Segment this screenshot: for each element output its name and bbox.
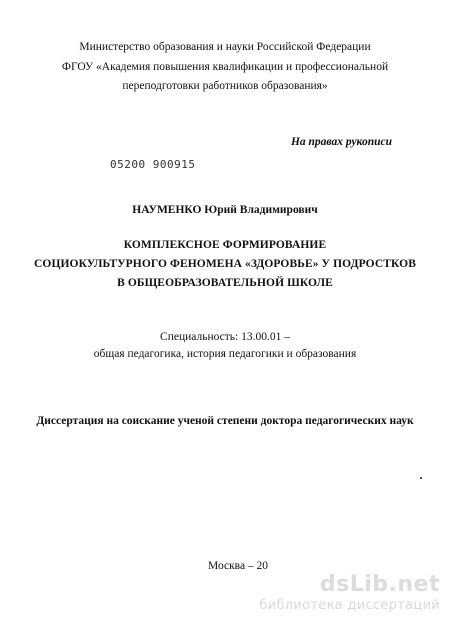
author-name bbox=[0, 203, 450, 217]
title-line-3: В ОБЩЕОБРАЗОВАТЕЛЬНОЙ ШКОЛЕ bbox=[117, 277, 333, 289]
archive-stamp-number: 05200 900915 bbox=[110, 158, 196, 171]
author-surname: НАУМЕНКО bbox=[132, 204, 202, 216]
title-line-2: СОЦИОКУЛЬТУРНОГО ФЕНОМЕНА «ЗДОРОВЬЕ» У ПОДРОСТКОВ bbox=[34, 258, 416, 270]
institution-line-2: переподготовки работников образования» bbox=[122, 80, 328, 92]
author-given-names: Юрий Владимирович bbox=[204, 204, 318, 216]
watermark-subtitle: библиотека диссертаций bbox=[259, 598, 440, 613]
specialty-code: Специальность: 13.00.01 – bbox=[160, 331, 290, 343]
manuscript-rights-note: На правах рукописи bbox=[290, 136, 392, 148]
ministry-line: Министерство образования и науки Российской Федерации bbox=[79, 41, 371, 53]
degree-statement: Диссертация на соискание ученой степени доктора педагогических наук bbox=[36, 415, 414, 427]
scan-speck bbox=[420, 477, 422, 479]
watermark-logo: dsLib.net bbox=[319, 572, 440, 597]
city-year: Москва – 20 bbox=[208, 560, 269, 572]
specialty-name: общая педагогика, история педагогики и образования bbox=[93, 348, 357, 360]
watermark bbox=[259, 572, 440, 616]
institution-line-1: ФГОУ «Академия повышения квалификации и профессиональной bbox=[61, 61, 389, 73]
title-line-1: КОМПЛЕКСНОЕ ФОРМИРОВАНИЕ bbox=[123, 239, 327, 251]
